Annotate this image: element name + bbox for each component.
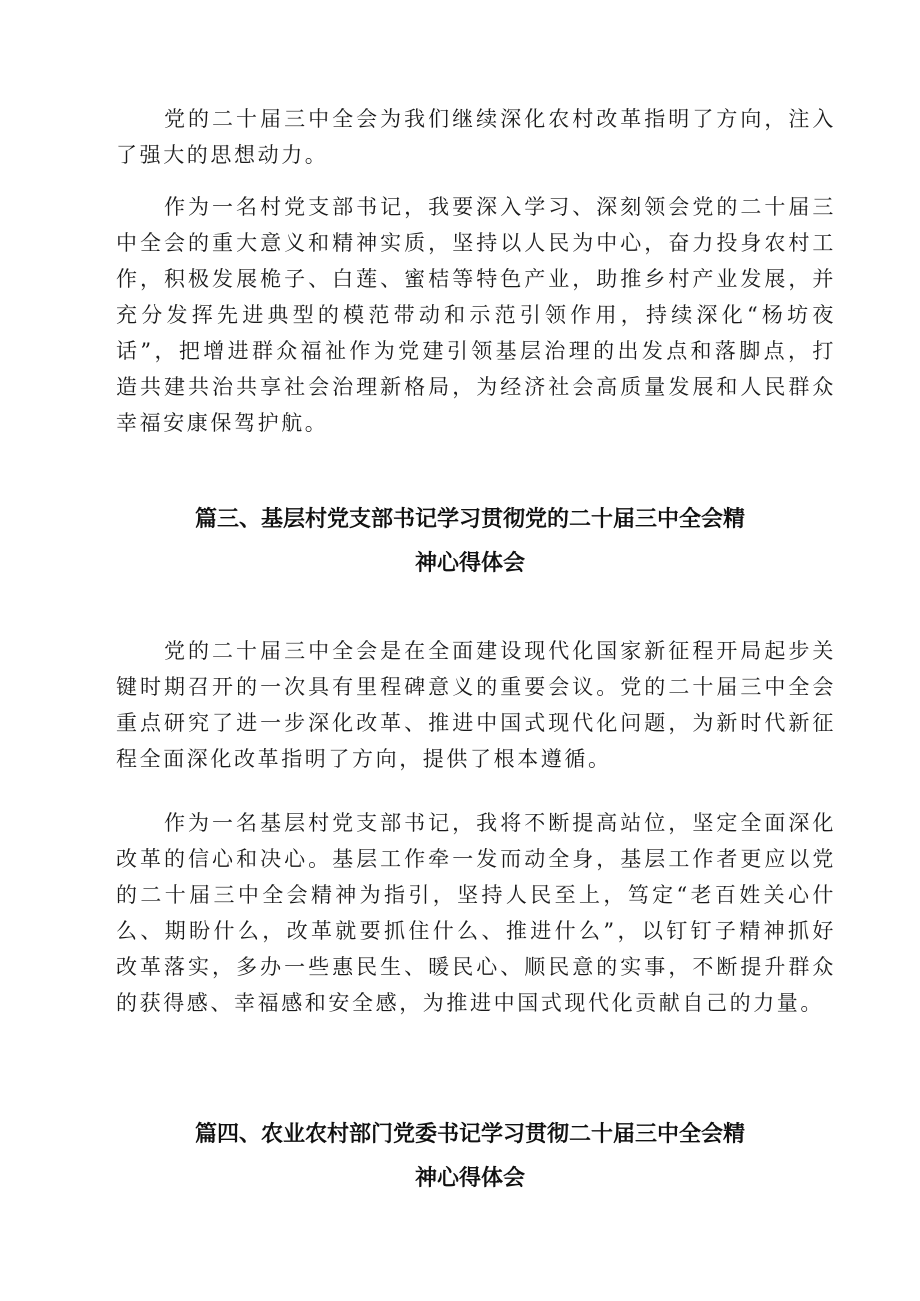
section4-title-line1: 篇四、农业农村部门党委书记学习贯彻二十届三中全会精 [194, 1122, 745, 1147]
intro-paragraph-1: 党的二十届三中全会为我们继续深化农村改革指明了方向，注入了强大的思想动力。 [116, 107, 836, 167]
section4-title [120, 1113, 820, 1201]
section3-paragraph-1: 党的二十届三中全会是在全面建设现代化国家新征程开局起步关键时期召开的一次具有里程碑意义的重要会议。党的二十届三中全会重点研究了进一步深化改革、推进中国式现代化问题，为新时代新征程全面深化改革指明了方向，提供了根本遵循。 [116, 639, 836, 771]
section3-title-line2: 神心得体会 [414, 551, 525, 576]
section3-paragraph-2: 作为一名基层村党支部书记，我将不断提高站位，坚定全面深化改革的信心和决心。基层工作牵一发而动全身，基层工作者更应以党的二十届三中全会精神为指引，坚持人民至上，笃定“老百姓关心什么、期盼什么，改革就要抓住什么、推进什么”，以钉钉子精神抓好改革落实，多办一些惠民生、暖民心、顺民意的实事，不断提升群众的获得感、幸福感和安全感，为推进中国式现代化贡献自己的力量。 [116, 811, 836, 1015]
section3-title [120, 498, 820, 586]
section4-title-line2: 神心得体会 [414, 1166, 525, 1191]
intro-paragraph-2: 作为一名村党支部书记，我要深入学习、深刻领会党的二十届三中全会的重大意义和精神实质，坚持以人民为中心，奋力投身农村工作，积极发展桅子、白莲、蜜桔等特色产业，助推乡村产业发展，并充分发挥先进典型的模范带动和示范引领作用，持续深化“杨坊夜话”，把增进群众福祉作为党建引领基层治理的出发点和落脚点，打造共建共治共享社会治理新格局，为经济社会高质量发展和人民群众幸福安康保驾护航。 [116, 195, 836, 435]
section3-title-line1: 篇三、基层村党支部书记学习贯彻党的二十届三中全会精 [194, 507, 745, 532]
